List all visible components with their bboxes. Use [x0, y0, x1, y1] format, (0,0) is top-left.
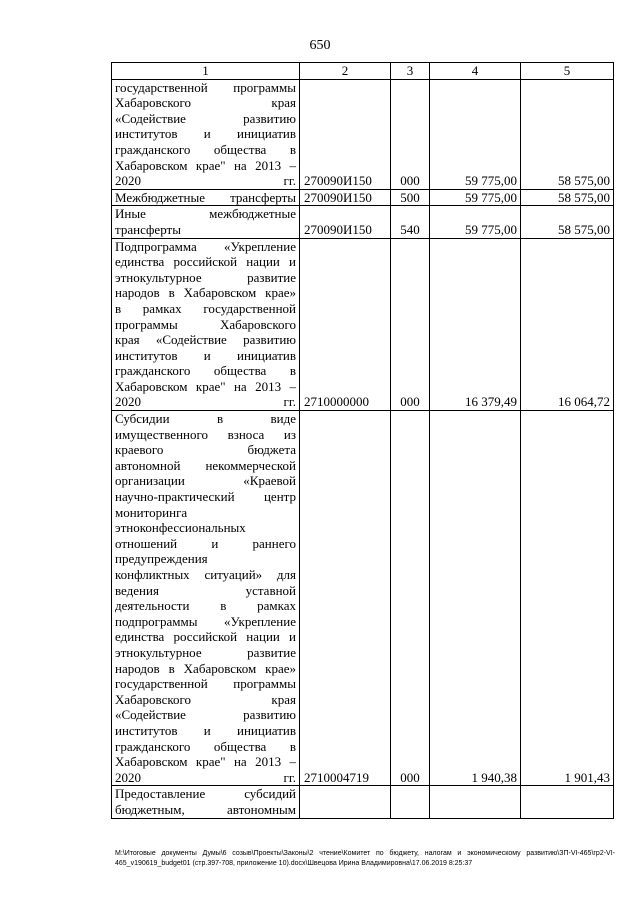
table-row — [112, 189, 614, 206]
amount-2019: 1 940,38 — [430, 411, 521, 786]
row-description — [112, 411, 300, 786]
amount-2019: 59 775,00 — [430, 206, 521, 238]
expense-type: 000 — [391, 411, 430, 786]
description-line: 2020 гг. — [115, 769, 296, 785]
description-line: Хабаровском крае" на 2013 – — [115, 754, 296, 770]
table-row — [112, 206, 614, 238]
table-row — [112, 411, 614, 786]
description-line: государственной программы — [115, 676, 296, 692]
description-line: мониторинга — [115, 504, 188, 520]
target-code: 270090И150 — [300, 79, 391, 189]
target-code: 2710004719 — [300, 411, 391, 786]
table-header-row — [112, 63, 614, 80]
description-line: этноконфессиональных — [115, 520, 246, 536]
column-header: 3 — [391, 63, 430, 80]
amount-2020: 1 901,43 — [521, 411, 614, 786]
amount-2020 — [521, 786, 614, 818]
row-description — [112, 79, 300, 189]
description-line: имущественного взноса из — [115, 426, 296, 442]
row-description — [112, 189, 300, 206]
column-header: 2 — [300, 63, 391, 80]
description-line: единства российской нации и — [115, 254, 296, 270]
target-code: 270090И150 — [300, 206, 391, 238]
description-line: в рамках государственной — [115, 300, 296, 316]
description-line: гражданского общества в — [115, 141, 296, 157]
description-line: институтов и инициатив — [115, 347, 296, 363]
description-line: гражданского общества в — [115, 363, 296, 379]
description-line: Предоставление субсидий — [115, 786, 296, 802]
description-line: бюджетным, автономным — [115, 801, 296, 817]
column-header: 5 — [521, 63, 614, 80]
description-line: края «Содействие развитию — [115, 332, 296, 348]
expense-type: 540 — [391, 206, 430, 238]
description-line: Хабаровском крае" на 2013 – — [115, 157, 296, 173]
description-line: программы Хабаровского — [115, 316, 296, 332]
description-line: Подпрограмма «Укрепление — [115, 238, 296, 254]
description-line: трансферты — [115, 221, 181, 237]
expense-type — [391, 786, 430, 818]
budget-table — [111, 62, 614, 819]
amount-2019 — [430, 786, 521, 818]
table-row — [112, 786, 614, 818]
column-header: 1 — [112, 63, 300, 80]
description-line: научно-практический центр — [115, 489, 296, 505]
page-number: 650 — [309, 38, 331, 53]
row-description — [112, 238, 300, 411]
description-line: этнокультурное развитие — [115, 269, 296, 285]
column-header: 4 — [430, 63, 521, 80]
amount-2020: 16 064,72 — [521, 238, 614, 411]
description-line: гражданского общества в — [115, 738, 296, 754]
description-line: отношений и раннего — [115, 535, 296, 551]
description-line: единства российской нации и — [115, 629, 296, 645]
expense-type: 500 — [391, 189, 430, 206]
expense-type: 000 — [391, 79, 430, 189]
description-line: подпрограммы «Укрепление — [115, 613, 296, 629]
description-line: «Содействие развитию — [115, 110, 296, 126]
description-line: деятельности в рамках — [115, 598, 296, 614]
amount-2019: 16 379,49 — [430, 238, 521, 411]
description-line: этнокультурное развитие — [115, 644, 296, 660]
description-line: ведения уставной — [115, 582, 296, 598]
table-row — [112, 238, 614, 411]
description-line: «Содействие развитию — [115, 707, 296, 723]
target-code — [300, 786, 391, 818]
description-line: государственной программы — [115, 79, 296, 95]
description-line: краевого бюджета — [115, 442, 296, 458]
description-line: народов в Хабаровском крае» — [115, 660, 296, 676]
description-line: Хабаровском крае" на 2013 – — [115, 378, 296, 394]
description-line: предупреждения — [115, 551, 208, 567]
description-line: народов в Хабаровском крае» — [115, 285, 296, 301]
description-line: конфликтных ситуаций» для — [115, 567, 296, 582]
description-line: 2020 гг. — [115, 173, 296, 189]
description-line: организации «Краевой — [115, 473, 296, 489]
target-code: 2710000000 — [300, 238, 391, 411]
description-line: Хабаровского края — [115, 95, 296, 111]
description-line: институтов и инициатив — [115, 722, 296, 738]
description-line: институтов и инициатив — [115, 126, 296, 142]
table-row — [112, 79, 614, 189]
expense-type: 000 — [391, 238, 430, 411]
amount-2020: 58 575,00 — [521, 206, 614, 238]
amount-2019: 59 775,00 — [430, 189, 521, 206]
amount-2019: 59 775,00 — [430, 79, 521, 189]
amount-2020: 58 575,00 — [521, 79, 614, 189]
description-line: Хабаровского края — [115, 691, 296, 707]
description-line: Межбюджетные трансферты — [115, 189, 296, 205]
description-line: автономной некоммерческой — [115, 457, 296, 473]
row-description — [112, 206, 300, 238]
target-code: 270090И150 — [300, 189, 391, 206]
description-line: Иные межбюджетные — [115, 206, 296, 222]
description-line: 2020 гг. — [115, 394, 296, 410]
description-line: Субсидии в виде — [115, 411, 296, 427]
document-path-footer: M:\Итоговые документы Думы\6 созыв\Проекты\Законы\2 чтение\Комитет по бюджету, налогам и экономическому развитию\ЗП-VI-465\гр2-VI-465_v190619_budget01 (стр.397-708, приложение 10).docx\Швецова Ирина Владимировна\17.06.2019 8:25:37 — [115, 850, 615, 867]
amount-2020: 58 575,00 — [521, 189, 614, 206]
row-description — [112, 786, 300, 818]
